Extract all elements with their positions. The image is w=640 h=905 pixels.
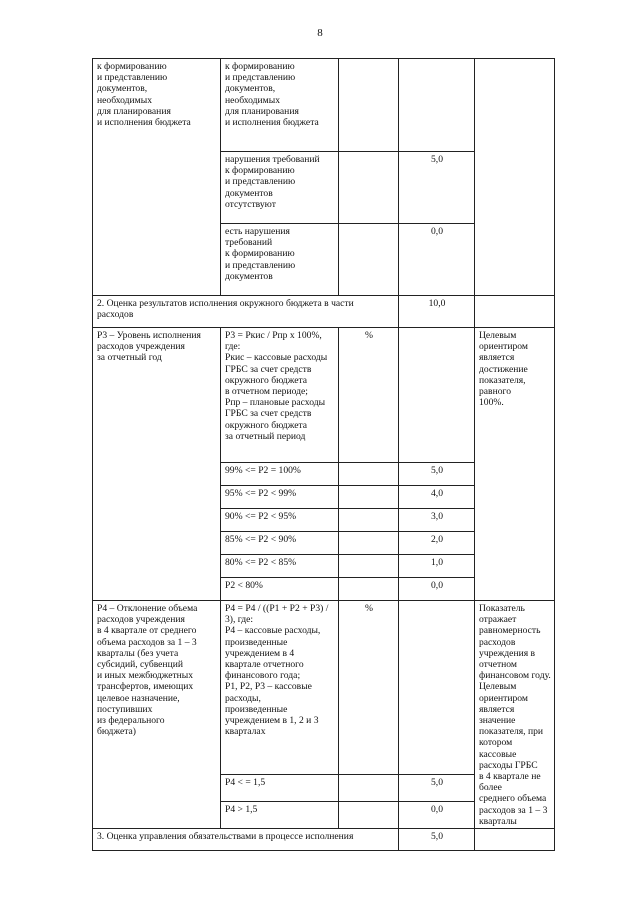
formula-cell: Р4 = Р4 / ((Р1 + Р2 + Р3) / 3), где: Р4 – кассовые расходы, произведенные учреждением в 4 квартале отчетного финансового года; Р1, Р2, Р3 – кассовые расходы, произведенные учреждением в 1, 2 и 3 кварталах <box>221 601 339 775</box>
indicator-cell: Р3 – Уровень исполнения расходов учреждения за отчетный год <box>93 328 221 601</box>
section-points: 5,0 <box>399 829 475 851</box>
indicator-cell: Р4 – Отклонение объема расходов учреждения в 4 квартале от среднего объема расходов за 1 – 3 кварталы (без учета субсидий, субвенций и иных межбюджетных трансфертов, имеющих целевое назначение, поступивших из федерального бюджета) <box>93 601 221 829</box>
unit-cell <box>339 224 399 296</box>
points-cell: 0,0 <box>399 224 475 296</box>
unit-cell <box>339 532 399 555</box>
page-number: 8 <box>317 27 323 39</box>
formula-cell: есть нарушения требований к формированию и представлению документов <box>221 224 339 296</box>
note-cell <box>475 829 555 851</box>
grade-condition: 80% <= Р2 < 85% <box>221 555 339 578</box>
formula-cell: к формированию и представлению документов, необходимых для планирования и исполнения бюджета <box>221 59 339 152</box>
unit-cell <box>339 152 399 224</box>
points-cell: 1,0 <box>399 555 475 578</box>
unit-cell <box>339 59 399 152</box>
section-points: 10,0 <box>399 296 475 328</box>
points-cell: 4,0 <box>399 486 475 509</box>
indicator-cell: к формированию и представлению документов, необходимых для планирования и исполнения бюджета <box>93 59 221 296</box>
grade-condition: Р4 < = 1,5 <box>221 775 339 802</box>
section-row <box>93 829 555 851</box>
grade-condition: Р4 > 1,5 <box>221 802 339 829</box>
unit-cell: % <box>339 601 399 775</box>
points-cell: 5,0 <box>399 775 475 802</box>
points-cell: 0,0 <box>399 802 475 829</box>
grade-condition: 95% <= Р2 < 99% <box>221 486 339 509</box>
unit-cell <box>339 486 399 509</box>
formula-cell: нарушения требований к формированию и представлению документов отсутствуют <box>221 152 339 224</box>
unit-cell <box>339 578 399 601</box>
table-row <box>93 328 555 463</box>
grade-condition: 85% <= Р2 < 90% <box>221 532 339 555</box>
points-cell <box>399 601 475 775</box>
grade-condition: 90% <= Р2 < 95% <box>221 509 339 532</box>
unit-cell: % <box>339 328 399 463</box>
points-cell <box>399 328 475 463</box>
points-cell: 0,0 <box>399 578 475 601</box>
section-title: 3. Оценка управления обязательствами в процессе исполнения <box>93 829 399 851</box>
formula-cell: Р3 = Ркис / Рпр х 100%, где: Ркис – кассовые расходы ГРБС за счет средств окружного бюджета в отчетном периоде; Рпр – плановые расходы ГРБС за счет средств окружного бюджета за отчетный период <box>221 328 339 463</box>
points-cell: 3,0 <box>399 509 475 532</box>
section-row <box>93 296 555 328</box>
note-cell: Показатель отражает равномерность расходов учреждения в отчетном финансовом году. Целевым ориентиром является значение показателя, при котором кассовые расходы ГРБС в 4 квартале не более среднего объема расходов за 1 – 3 кварталы <box>475 601 555 829</box>
unit-cell <box>339 802 399 829</box>
grade-condition: 99% <= Р2 = 100% <box>221 463 339 486</box>
points-cell: 2,0 <box>399 532 475 555</box>
grade-condition: Р2 < 80% <box>221 578 339 601</box>
unit-cell <box>339 463 399 486</box>
unit-cell <box>339 509 399 532</box>
table-row <box>93 601 555 775</box>
note-cell: Целевым ориентиром является достижение показателя, равного 100%. <box>475 328 555 601</box>
points-cell: 5,0 <box>399 152 475 224</box>
table-row <box>93 59 555 152</box>
unit-cell <box>339 555 399 578</box>
note-cell <box>475 59 555 296</box>
points-cell: 5,0 <box>399 463 475 486</box>
note-cell <box>475 296 555 328</box>
criteria-table <box>92 58 555 851</box>
points-cell <box>399 59 475 152</box>
unit-cell <box>339 775 399 802</box>
section-title: 2. Оценка результатов исполнения окружного бюджета в части расходов <box>93 296 399 328</box>
